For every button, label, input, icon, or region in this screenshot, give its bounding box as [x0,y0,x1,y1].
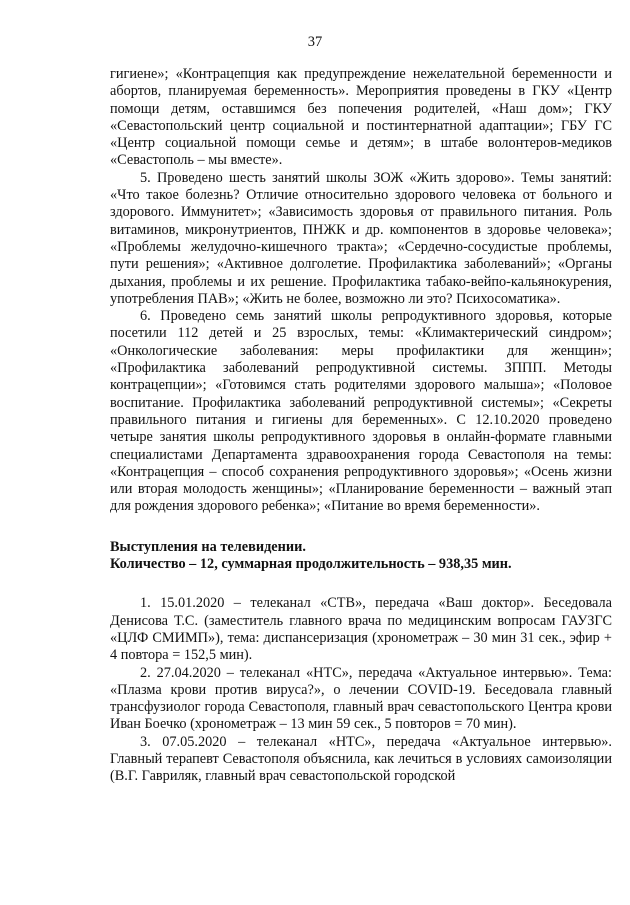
section-summary: Количество – 12, суммарная продолжительность – 938,35 мин. [110,556,512,573]
paragraph-item-6: 6. Проведено семь занятий школы репродуктивного здоровья, которые посетили 112 детей и 25 взрослых, темы: «Климактерический синдром»; «Онкологические заболевания: меры профилактики для женщин»; «Профилактика заболеваний репродуктивной системы. ЗППП. Методы контрацепции»; «Готовимся стать родителями здорового малыша»; «Половое воспитание. Профилактика заболеваний репродуктивной системы»; «Секреты правильного питания и гигиены для беременных». С 12.10.2020 проведено четыре занятия школы репродуктивного здоровья в онлайн-формате главными специалистами Департамента здравоохранения города Севастополя на темы: «Контрацепция – способ сохранения репродуктивного здоровья»; «Осень жизни или вторая молодость женщины»; «Планирование беременности – важный этап для рождения здорового ребенка»; «Питание во время беременности». [110,308,612,515]
page-number: 37 [307,34,323,50]
tv-item-2: 2. 27.04.2020 – телеканал «НТС», передача «Актуальное интервью». Тема: «Плазма крови против вируса?», о лечении COVID-19. Беседовала главный трансфузиолог города Севастополя, главный врач севастопольского Центра крови Иван Боечко (хронометраж – 13 мин 59 сек., 5 повторов = 70 мин). [110,664,612,733]
paragraph-continuation: гигиене»; «Контрацепция как предупреждение нежелательной беременности и абортов, планируемая беременность». Мероприятия проведены в ГКУ «Центр помощи детям, оставшимся без попечения родителей, «Наш дом»; ГКУ «Севастопольский центр социальной и постинтернатной адаптации»; ГБУ ГС «Центр социальной помощи семье и детям»; в штабе волонтеров-медиков «Севастополь – мы вместе». [110,66,612,169]
tv-item-3: 3. 07.05.2020 – телеканал «НТС», передача «Актуальное интервью». Главный терапевт Севастополя объяснила, как лечиться в условиях самоизоляции (В.Г. Гавриляк, главный врач севастопольской городской [110,733,612,785]
section-heading [110,539,612,574]
paragraph-item-5: 5. Проведено шесть занятий школы ЗОЖ «Жить здорово». Темы занятий: «Что такое болезнь? Отличие относительно здорового человека от больного и здорового. Иммунитет»; «Зависимость здоровья от правильного питания. Роль витаминов, микронутриентов, ПНЖК и др. компонентов в здоровье человека»; «Проблемы желудочно-кишечного тракта»; «Сердечно-сосудистые проблемы, пути решения»; «Активное долголетие. Профилактика заболеваний»; «Органы дыхания, проблемы и их решение. Профилактика табако-вейпо-кальянокурения, употребления ПАВ»; «Жить не более, возможно ли это? Психосоматика». [110,169,612,307]
page-body [110,66,612,786]
tv-item-1: 1. 15.01.2020 – телеканал «СТВ», передача «Ваш доктор». Беседовала Денисова Т.С. (заместитель главного врача по медицинским вопросам ГАУЗГС «ЦЛФ СМИМП»), тема: диспансеризация (хронометраж – 30 мин 31 сек., эфир + 4 повтора = 152,5 мин). [110,595,612,664]
section-title: Выступления на телевидении. [110,538,306,555]
